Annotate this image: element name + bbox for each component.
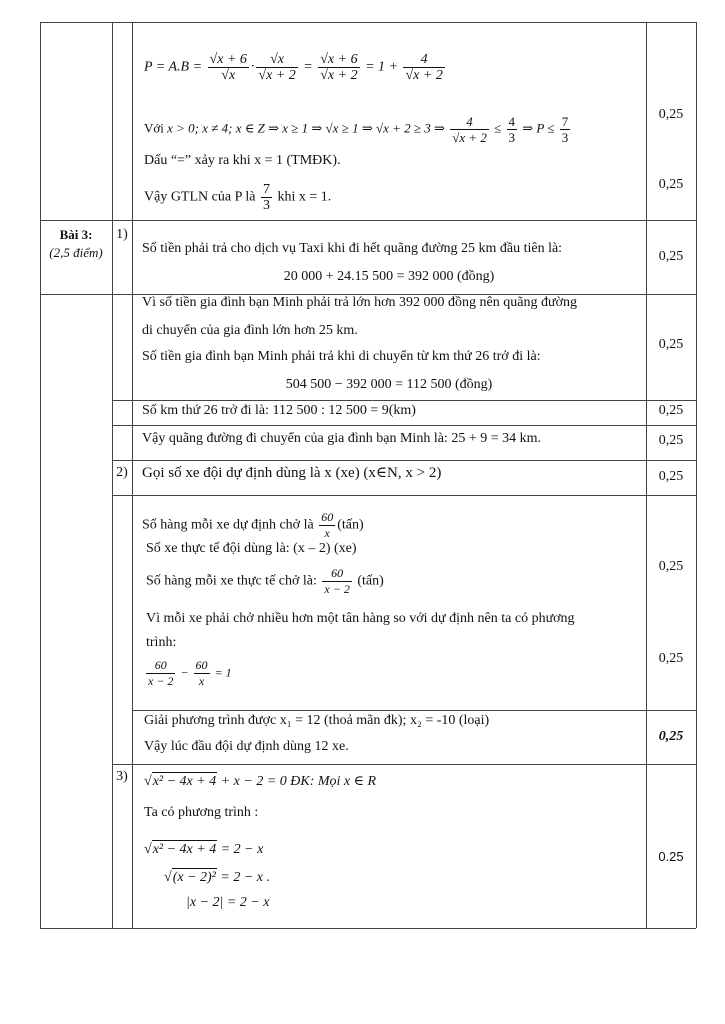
score-cell: 0,25 [658,337,684,352]
row-line [40,220,696,221]
q1-text: Số tiền phải trả cho dịch vụ Taxi khi đi hết quãng đường 25 km đầu tiên là: [142,241,563,256]
q3-equation: √(x − 2)² = 2 − x . [164,870,270,885]
col-line [696,22,697,928]
score-cell: 0.25 [658,849,684,864]
q2-text: trình: [146,635,177,650]
exercise-points: (2,5 điểm) [49,245,103,260]
score-cell: 0,25 [658,469,684,484]
q1-text: Vậy quãng đường đi chuyển của gia đình bạn Minh là: 25 + 9 = 34 km. [142,431,541,446]
q2-text: Giải phương trình được x₁ = 12 (thoả mãn đk); x₂ = -10 (loại) [144,713,490,728]
q2-text: Số hàng mỗi xe dự định chở là $\frac{60}{x}$ (tấn) [142,510,364,540]
score-cell: 0,25 [658,403,684,418]
q1-equation: 504 500 − 392 000 = 112 500 (đồng) [285,377,493,392]
question-label: 2) [116,465,128,480]
q2-text: Số hàng mỗi xe thực tế chở là: $\frac{60}{x - 2}$ (tấn) [146,566,384,596]
question-label: 1) [116,227,128,242]
col-line [40,22,41,928]
q1-equation: 20 000 + 24.15 500 = 392 000 (đồng) [283,269,495,284]
q3-text: Ta có phương trình : [144,805,259,820]
row-line [112,764,696,765]
row-line [112,460,696,461]
conclusion-line: Vậy GTLN của P là $\frac{7}{3}$ khi x = 1. [144,182,332,213]
q2-text: Vậy lúc đầu đội dự định dùng 12 xe. [144,739,349,754]
row-line [112,400,696,401]
score-cell: 0,25 [658,559,684,574]
q1-text: di chuyển của gia đình lớn hơn 25 km. [142,323,358,338]
q1-text: Số km thứ 26 trở đi là: 112 500 : 12 500 = 9(km) [142,403,416,418]
question-label: 3) [116,769,128,784]
exercise-title: Bài 3: [59,227,93,242]
row-line [112,425,696,426]
score-cell: 0,25 [658,177,684,192]
score-cell: 0,25 [658,651,684,666]
q3-equation: √x² − 4x + 4 = 2 − x [144,842,264,857]
q2-text: Gọi số xe đội dự định dùng là x (xe) (x∈N, x > 2) [142,465,442,481]
row-line [132,710,696,711]
score-cell: 0,25 [658,433,684,448]
score-cell: 0,25 [658,107,684,122]
condition-line: Với x > 0; x ≠ 4; x ∈ Z ⇒ x ≥ 1 ⇒ √x ≥ 1 ⇒ √x + 2 ≥ 3 ⇒ $\frac{4}{√x + 2}$ ≤ $\frac{4}{3}$ ⇒ P ≤ $\frac{7}{3}$ [144,114,569,145]
q2-equation: $\frac{60}{x - 2}$ − $\frac{60}{x}$ = 1 [148,658,232,688]
row-line [40,928,696,929]
col-line [132,22,133,928]
q2-text: Số xe thực tế đội dùng là: (x – 2) (xe) [146,541,357,556]
formula-p: P = A.B = $\frac{√x + 6}{√x}$ · $\frac{√x}{√x + 2}$ = $\frac{√x + 6}{√x + 2}$ = 1 + $\frac{4}{√x + 2}$ [144,52,443,83]
q3-equation: |x − 2| = 2 − x [186,895,270,910]
q2-text: Vì mỗi xe phải chở nhiều hơn một tân hàng so với dự định nên ta có phương [146,611,575,626]
row-line [112,495,696,496]
row-line [40,22,696,23]
score-cell: 0,25 [658,729,684,744]
equality-note: Dấu “=” xảy ra khi x = 1 (TMĐK). [144,153,341,168]
q1-text: Số tiền gia đình bạn Minh phải trả khi di chuyển từ km thứ 26 trở đi là: [142,349,541,364]
q1-text: Vì số tiền gia đình bạn Minh phải trả lớn hơn 392 000 đồng nên quãng đường [142,295,577,310]
answer-table [40,22,696,928]
score-cell: 0,25 [658,249,684,264]
q3-equation: √x² − 4x + 4 + x − 2 = 0 ĐK: Mọi x ∈ R [144,774,377,789]
